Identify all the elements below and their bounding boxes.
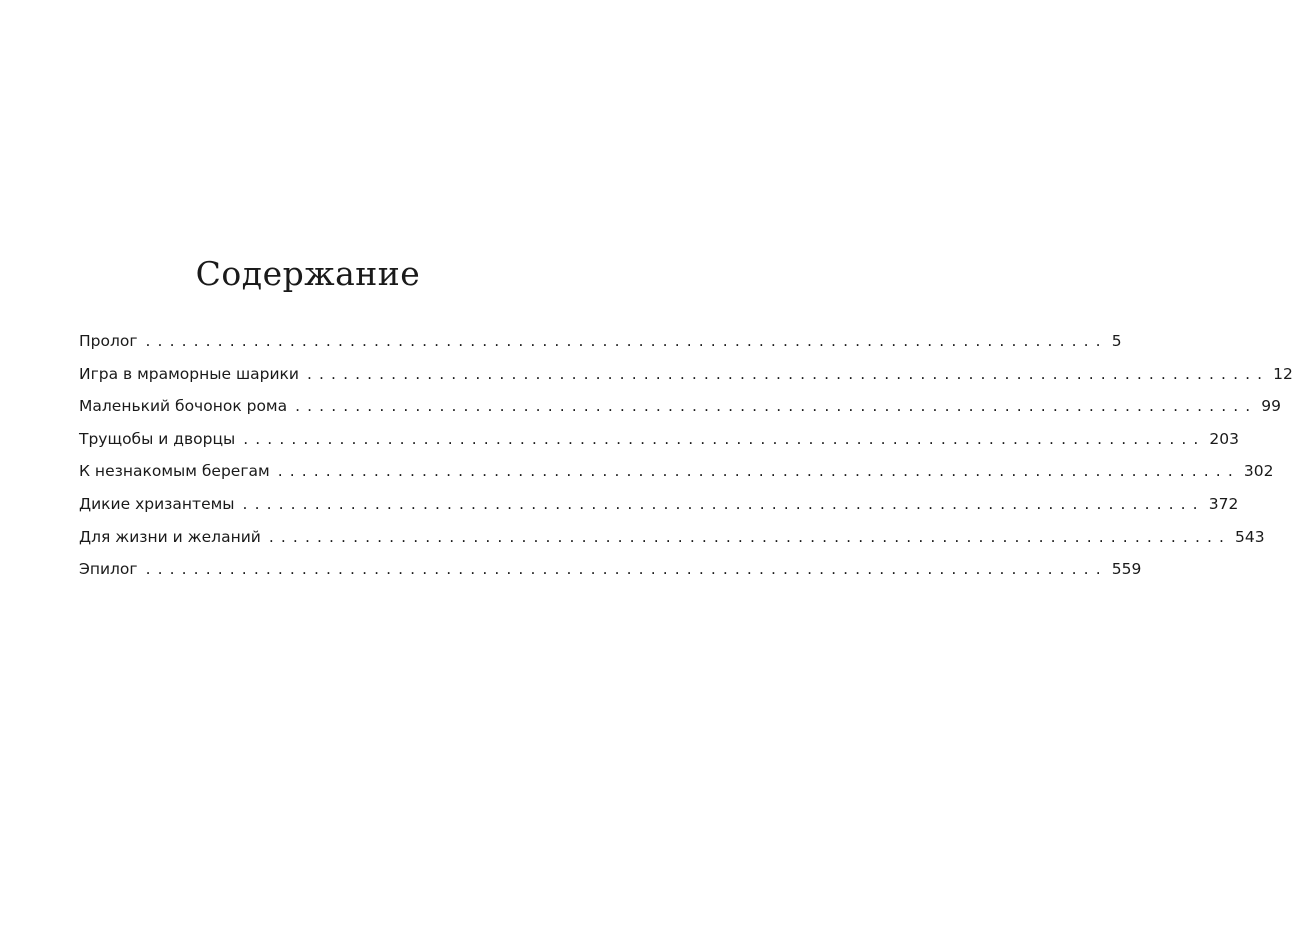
dot-leader: ................................................................................ <box>145 332 1108 350</box>
dot-leader: ................................................................................ <box>243 429 1206 448</box>
toc-entry-page-number: 203 <box>1209 429 1240 448</box>
toc-entry-wild-chrysanthemums[interactable] <box>79 488 1239 521</box>
toc-entry-title: Дикие хризантемы <box>79 494 235 513</box>
dot-leader: ................................................................................ <box>242 494 1205 513</box>
dot-leader: ................................................................................ <box>277 462 1240 481</box>
toc-entry-title: Маленький бочонок рома <box>79 397 288 416</box>
toc-entry-title: Игра в мраморные шарики <box>79 364 299 383</box>
dot-leader: ................................................................................ <box>268 527 1232 546</box>
toc-entry-title: Пролог <box>79 332 138 350</box>
toc-entry-unknown-shores[interactable] <box>79 455 1274 488</box>
toc-entry-life-desires[interactable] <box>79 521 1265 554</box>
toc-entry-page-number: 372 <box>1208 494 1239 513</box>
toc-entry-page-number: 12 <box>1273 364 1293 383</box>
toc-entry-marbles[interactable] <box>79 358 1293 391</box>
table-of-contents <box>79 325 1293 586</box>
toc-entry-page-number: 5 <box>1111 332 1122 350</box>
toc-entry-slums-palaces[interactable] <box>79 423 1240 456</box>
toc-entry-title: К незнакомым берегам <box>79 462 270 481</box>
dot-leader: ................................................................................ <box>295 397 1258 416</box>
toc-entry-page-number: 302 <box>1243 462 1274 481</box>
toc-entry-title: Для жизни и желаний <box>79 527 261 546</box>
dot-leader: ................................................................................ <box>306 364 1270 383</box>
page-title: Содержание <box>195 254 421 293</box>
toc-entry-prologue[interactable] <box>79 325 1122 358</box>
toc-entry-epilogue[interactable] <box>79 553 1142 586</box>
toc-entry-page-number: 99 <box>1261 397 1282 416</box>
toc-entry-page-number: 543 <box>1235 527 1265 546</box>
toc-entry-rum-barrel[interactable] <box>79 390 1282 423</box>
dot-leader: ................................................................................ <box>145 560 1108 579</box>
toc-entry-page-number: 559 <box>1111 560 1142 579</box>
toc-entry-title: Эпилог <box>79 560 138 579</box>
toc-entry-title: Трущобы и дворцы <box>79 429 236 448</box>
